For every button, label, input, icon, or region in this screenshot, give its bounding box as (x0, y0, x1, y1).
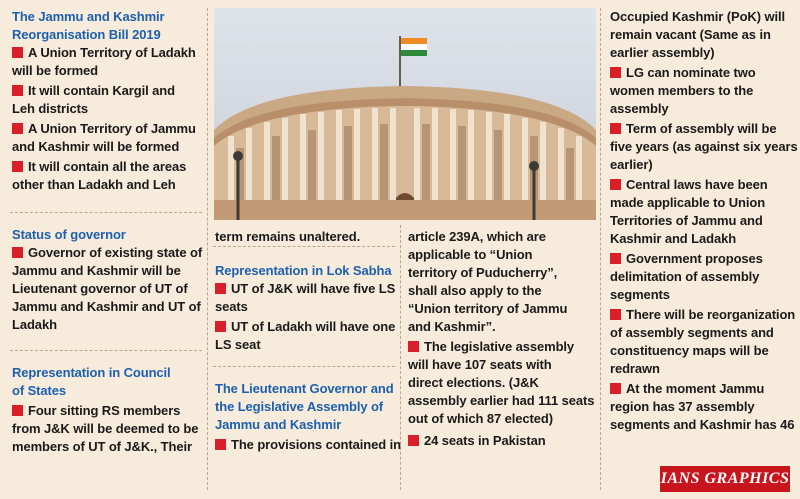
bullet-item: A Union Territory of Jammu (12, 120, 196, 138)
bullet-text: of assembly segments and (610, 325, 774, 340)
bullet-square-icon (610, 383, 621, 394)
bullet-item: It will contain Kargil and (12, 82, 175, 100)
bullet-item: At the moment Jammu (610, 380, 764, 398)
bullet-text: earlier) (610, 157, 653, 172)
bullet-text: Jammu and Kashmir will be (12, 263, 181, 278)
bullet-text: direct elections. (J&K (408, 375, 539, 390)
body-text: territory of Puducherry”, (408, 265, 558, 280)
bullet-item: Governor of existing state of (12, 244, 202, 262)
bullet-text: Territories of Jammu and (610, 213, 763, 228)
column-divider-3 (600, 8, 601, 490)
bullet-item: Term of assembly will be (610, 120, 777, 138)
lg-heading: the Legislative Assembly of (215, 399, 384, 414)
bullet-square-icon (215, 321, 226, 332)
bullet-item: The provisions contained in (215, 436, 401, 454)
bullet-square-icon (610, 67, 621, 78)
bullet-item: LG can nominate two (610, 64, 756, 82)
body-text: “Union territory of Jammu (408, 301, 568, 316)
body-text: shall also apply to the (408, 283, 542, 298)
bullet-text: will be formed (12, 63, 99, 78)
bullet-square-icon (215, 439, 226, 450)
bullet-text: assembly (610, 101, 669, 116)
section-divider (10, 350, 202, 351)
bullet-text: segments (610, 287, 670, 302)
continued-text: term remains unaltered. (215, 229, 361, 244)
bullet-text: members of UT of J&K., Their (12, 439, 192, 454)
bullet-text: LS seat (215, 337, 261, 352)
bullet-item: UT of J&K will have five LS (215, 280, 395, 298)
bullet-text: Kashmir and Ladakh (610, 231, 737, 246)
body-text: earlier assembly) (610, 45, 715, 60)
bullet-item: Four sitting RS members (12, 402, 180, 420)
lg-heading: The Lieutenant Governor and (215, 381, 394, 396)
bullet-text: redrawn (610, 361, 660, 376)
bullet-item: A Union Territory of Ladakh (12, 44, 196, 62)
section-divider (213, 366, 395, 367)
bullet-item: It will contain all the areas (12, 158, 186, 176)
bullet-square-icon (12, 123, 23, 134)
governor-heading: Status of governor (12, 227, 126, 242)
bullet-square-icon (610, 123, 621, 134)
bullet-text: out of which 87 elected) (408, 411, 553, 426)
bullet-text: segments and Kashmir has 46 (610, 417, 795, 432)
bullet-square-icon (610, 309, 621, 320)
bullet-text: will have 107 seats with (408, 357, 552, 372)
bullet-square-icon (610, 253, 621, 264)
council-heading: Representation in Council (12, 365, 171, 380)
bullet-item: The legislative assembly (408, 338, 574, 356)
bullet-item: Central laws have been (610, 176, 768, 194)
bullet-item: 24 seats in Pakistan (408, 432, 546, 450)
body-text: applicable to “Union (408, 247, 533, 262)
bill-heading: Reorganisation Bill 2019 (12, 27, 161, 42)
parliament-building-image (214, 8, 596, 220)
bullet-item: There will be reorganization (610, 306, 795, 324)
ians-graphics-logo: IANS GRAPHICS (660, 466, 790, 492)
bullet-square-icon (12, 85, 23, 96)
bullet-square-icon (408, 341, 419, 352)
bullet-text: women members to the (610, 83, 754, 98)
bullet-square-icon (12, 405, 23, 416)
bullet-square-icon (215, 283, 226, 294)
bullet-text: region has 37 assembly (610, 399, 755, 414)
council-heading: of States (12, 383, 67, 398)
body-text: Occupied Kashmir (PoK) will (610, 9, 785, 24)
parliament-photo (214, 8, 596, 220)
bullet-text: Jammu and Kashmir and UT of (12, 299, 201, 314)
bullet-square-icon (408, 435, 419, 446)
body-text: and Kashmir”. (408, 319, 496, 334)
bullet-text: five years (as against six years (610, 139, 798, 154)
bullet-item: Government proposes (610, 250, 763, 268)
bullet-text: from J&K will be deemed to be (12, 421, 199, 436)
lg-heading: Jammu and Kashmir (215, 417, 342, 432)
body-text: remain vacant (Same as in (610, 27, 771, 42)
bullet-text: constituency maps will be (610, 343, 769, 358)
bullet-text: seats (215, 299, 248, 314)
bullet-square-icon (610, 179, 621, 190)
bullet-square-icon (12, 247, 23, 258)
bullet-text: Lieutenant governor of UT of (12, 281, 188, 296)
bullet-text: delimitation of assembly (610, 269, 760, 284)
bullet-item: UT of Ladakh will have one (215, 318, 395, 336)
bullet-square-icon (12, 47, 23, 58)
bullet-text: assembly earlier had 111 seats (408, 393, 595, 408)
bullet-text: Ladakh (12, 317, 57, 332)
bullet-text: other than Ladakh and Leh (12, 177, 176, 192)
lok-sabha-heading: Representation in Lok Sabha (215, 263, 392, 278)
bill-heading: The Jammu and Kashmir (12, 9, 165, 24)
bullet-text: and Kashmir will be formed (12, 139, 180, 154)
bullet-square-icon (12, 161, 23, 172)
section-divider (213, 246, 395, 247)
body-text: article 239A, which are (408, 229, 546, 244)
section-divider (10, 212, 202, 213)
bullet-text: made applicable to Union (610, 195, 766, 210)
bullet-text: Leh districts (12, 101, 88, 116)
column-divider-1 (207, 8, 208, 490)
